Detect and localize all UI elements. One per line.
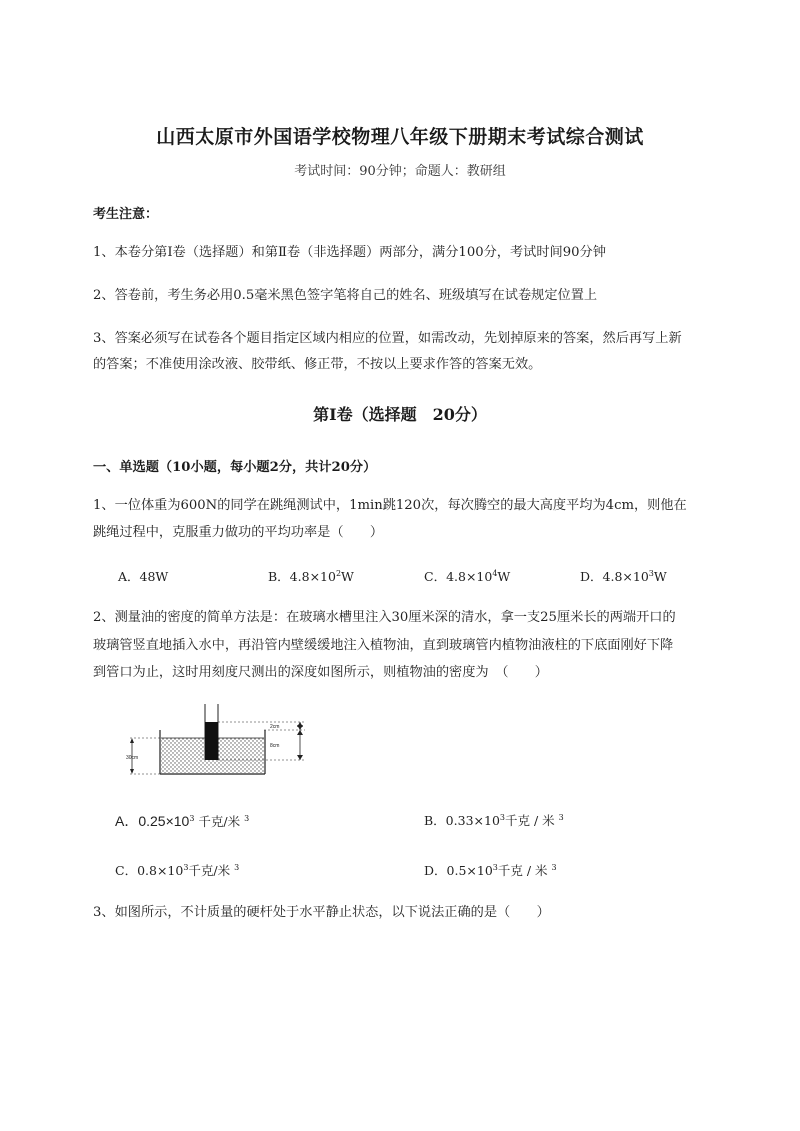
question-1-option-a[interactable]: A．48W bbox=[118, 569, 169, 584]
note-item: 2、答卷前，考生务必用0.5毫米黑色签字笔将自己的姓名、班级填写在试卷规定位置上 bbox=[93, 288, 598, 303]
label-8cm: 8cm bbox=[270, 743, 280, 749]
question-1-option-d[interactable]: D．$4.8\times 10^3W$ bbox=[580, 568, 667, 584]
question-1-line: 跳绳过程中，克服重力做功的平均功率是（ ） bbox=[93, 525, 384, 540]
question-2-line: 2、测量油的密度的简单方法是：在玻璃水槽里注入30厘米深的清水，拿一支25厘米长的两端开口的 bbox=[93, 610, 676, 625]
page-title: 山西太原市外国语学校物理八年级下册期末考试综合测试 bbox=[156, 126, 644, 148]
note-item-continued: 的答案；不准使用涂改液、胶带纸、修正带，不按以上要求作答的答案无效。 bbox=[93, 357, 542, 372]
question-1-line: 1、一位体重为600N的同学在跳绳测试中，1min跳120次，每次腾空的最大高度平均为4cm，则他在 bbox=[93, 498, 687, 513]
question-3-line: 3、如图所示，不计质量的硬杆处于水平静止状态，以下说法正确的是（ ） bbox=[93, 905, 550, 920]
left-dimension bbox=[126, 738, 160, 774]
question-2-option-b[interactable]: B．$0.33\times 10^3$千克 / 米 $^3$ bbox=[424, 812, 564, 828]
question-2-line: 到管口为止，这时用刻度尺测出的深度如图所示，则植物油的密度为 （ ） bbox=[93, 665, 548, 680]
label-2cm: 2cm bbox=[270, 724, 280, 730]
part-heading: 一、单选题（10小题，每小题2分，共计20分） bbox=[93, 460, 377, 475]
notes-heading: 考生注意： bbox=[93, 207, 159, 222]
note-item: 1、本卷分第Ⅰ卷（选择题）和第Ⅱ卷（非选择题）两部分，满分100分，考试时间90分钟 bbox=[93, 245, 606, 260]
label-30cm: 30cm bbox=[126, 755, 139, 761]
question-2-line: 玻璃管竖直地插入水中，再沿管内壁缓缓地注入植物油，直到玻璃管内植物油液柱的下底面刚好下降 bbox=[93, 638, 674, 653]
section-title: 第Ⅰ卷（选择题 20分） bbox=[313, 405, 487, 424]
glass-tube bbox=[205, 704, 218, 760]
question-2-option-a[interactable]: A．$0.25\times 10^3$ 千克/米 $^3$ bbox=[115, 813, 250, 829]
tank-tube-figure bbox=[120, 700, 325, 782]
question-1-option-b[interactable]: B．$4.8\times 10^2W$ bbox=[268, 568, 354, 584]
exam-info: 考试时间：90分钟；命题人：教研组 bbox=[294, 164, 506, 179]
question-1-option-c[interactable]: C．$4.8\times 10^4W$ bbox=[424, 568, 511, 584]
note-item: 3、答案必须写在试卷各个题目指定区域内相应的位置，如需改动，先划掉原来的答案，然后再写上新 bbox=[93, 331, 682, 346]
question-2-option-c[interactable]: C．$0.8\times 10^3$千克/米 $^3$ bbox=[115, 862, 240, 878]
question-2-option-d[interactable]: D．$0.5\times 10^3$千克 / 米 $^3$ bbox=[424, 862, 557, 878]
